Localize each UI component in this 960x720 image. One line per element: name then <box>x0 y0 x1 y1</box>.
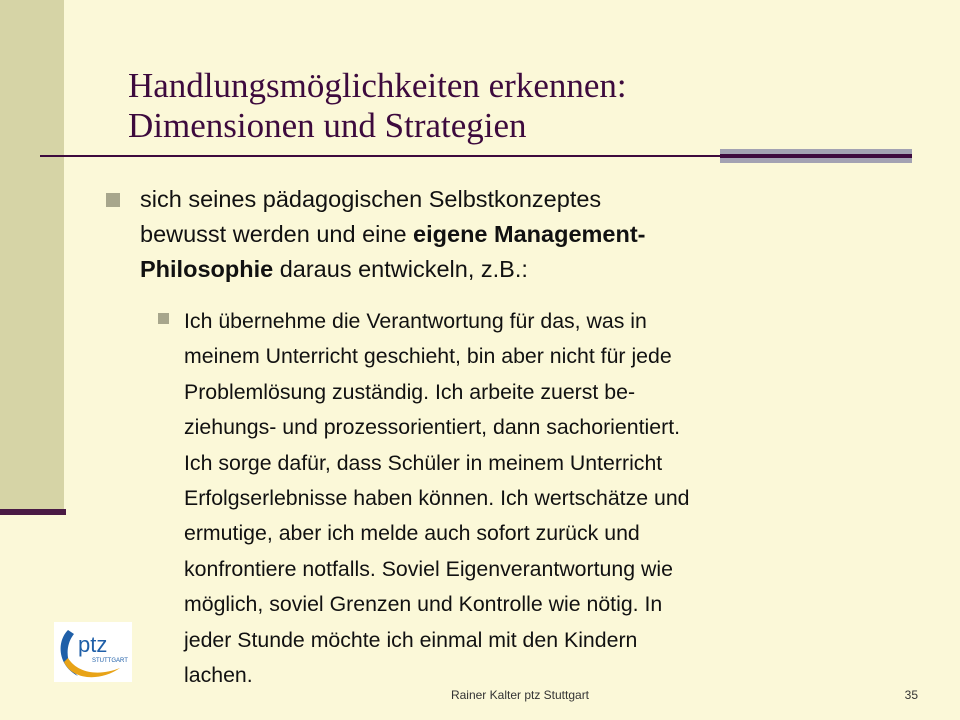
bullet-1-line-3-plain: daraus entwickeln, z.B.: <box>273 256 528 282</box>
bullet-2-line: ziehungs- und prozessorientiert, dann sachorientiert. <box>184 415 681 440</box>
bullet-2-line: meinem Unterricht geschieht, bin aber nicht für jede <box>184 344 672 369</box>
page-number: 35 <box>904 688 918 702</box>
bullet-1-line-2 <box>140 217 860 252</box>
bullet-1-text <box>140 182 860 287</box>
bullet-2-line: konfrontiere notfalls. Soviel Eigenverantwortung wie <box>184 556 673 581</box>
bullet-2-line: möglich, soviel Grenzen und Kontrolle wie nötig. In <box>184 592 663 617</box>
logo-text-main: ptz <box>78 632 108 657</box>
left-accent-bar <box>0 0 64 512</box>
bullet-2-line: lachen. <box>184 663 253 688</box>
bullet-2-line: Ich übernehme die Verantwortung für das, was in <box>184 309 647 333</box>
bullet-1-line-2-plain: bewusst werden und eine <box>140 221 414 247</box>
left-accent-line <box>0 509 66 515</box>
title-line-2: Dimensionen und Strategien <box>128 106 527 145</box>
title-line-1: Handlungsmöglichkeiten erkennen: <box>128 66 627 105</box>
bullet-1-line-2-bold: eigene Management- <box>413 221 646 247</box>
bullet-square-icon <box>106 193 120 207</box>
bullet-2-line: Ich sorge dafür, dass Schüler in meinem Unterricht <box>184 450 663 475</box>
bullet-2-line: Erfolgserlebnisse haben können. Ich wertschätze und <box>184 486 690 511</box>
ptz-logo-icon <box>54 622 132 682</box>
bullet-2-line: Problemlösung zuständig. Ich arbeite zuerst be- <box>184 379 636 404</box>
bullet-1-line-3 <box>140 252 860 287</box>
slide-title <box>128 66 908 146</box>
bullet-1-line-1: sich seines pädagogischen Selbstkonzeptes <box>140 186 602 212</box>
bullet-2-line: jeder Stunde möchte ich einmal mit den Kindern <box>184 627 638 652</box>
bullet-1-line-3-bold: Philosophie <box>140 256 274 282</box>
logo-text-sub: STUTTGART <box>92 658 128 664</box>
ptz-logo <box>54 622 132 682</box>
bullet-2-text <box>184 304 904 693</box>
footer-author: Rainer Kalter ptz Stuttgart <box>450 688 590 702</box>
bullet-2-line: ermutige, aber ich melde auch sofort zurück und <box>184 521 640 546</box>
sub-bullet-square-icon <box>158 313 169 324</box>
title-underline-accent-line <box>720 154 912 158</box>
